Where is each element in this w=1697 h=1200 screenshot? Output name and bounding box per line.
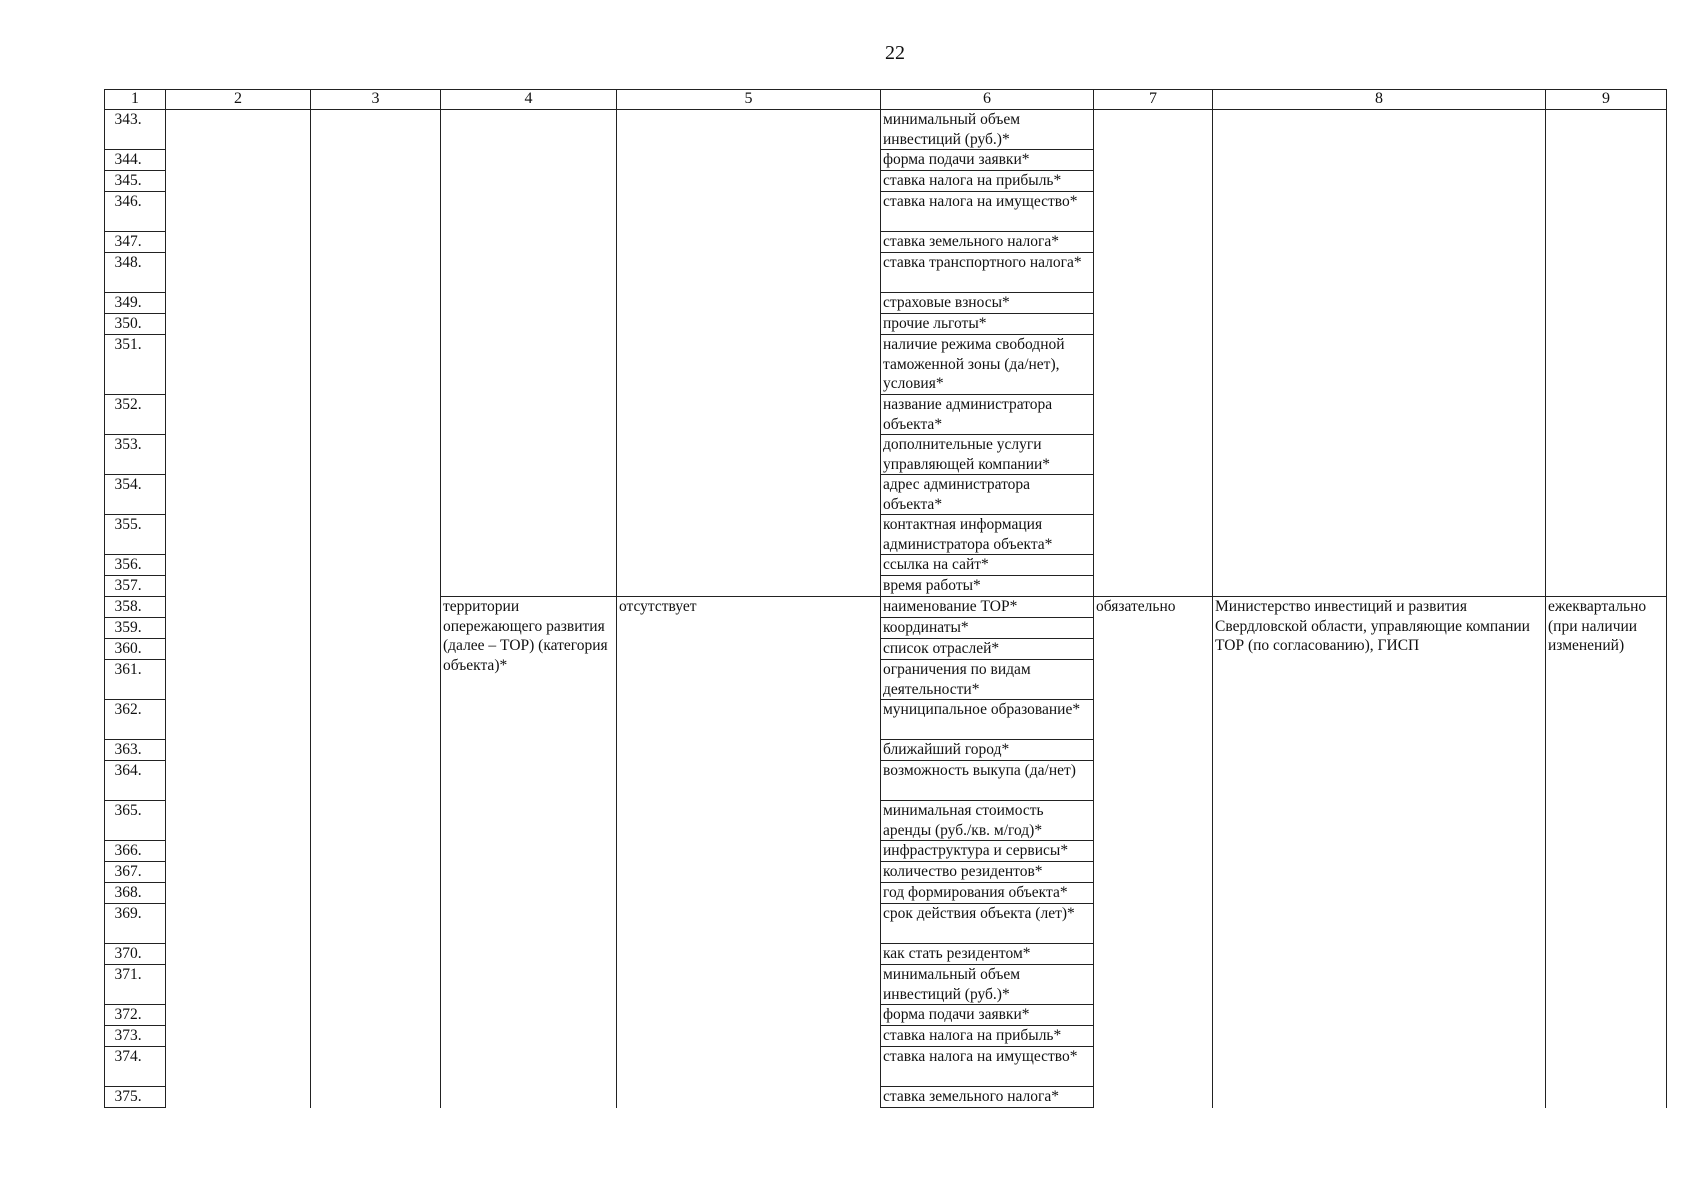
row-number: 361. [105,660,166,700]
field-name-cell: минимальный объем инвестиций (руб.)* [881,965,1094,1005]
col5-cell [617,110,881,597]
table-row [105,110,1667,150]
field-name-cell: срок действия объекта (лет)* [881,904,1094,944]
col-header-9: 9 [1546,90,1667,110]
table-row [105,597,1667,618]
row-number: 362. [105,700,166,740]
row-number: 365. [105,801,166,841]
field-name-cell: список отраслей* [881,639,1094,660]
col-header-8: 8 [1213,90,1546,110]
field-name-cell: минимальная стоимость аренды (руб./кв. м/год)* [881,801,1094,841]
field-name-cell: страховые взносы* [881,293,1094,314]
col-header-7: 7 [1094,90,1213,110]
frequency-cell: ежеквартально (при наличии изменений) [1546,597,1667,1108]
requirement-cell: обязательно [1094,597,1213,1108]
row-number: 366. [105,841,166,862]
field-name-cell: координаты* [881,618,1094,639]
col-header-4: 4 [441,90,617,110]
field-name-cell: минимальный объем инвестиций (руб.)* [881,110,1094,150]
page-number: 22 [885,42,905,64]
row-number: 351. [105,335,166,395]
frequency-cell [1546,110,1667,597]
row-number: 370. [105,944,166,965]
data-table [104,89,1667,1108]
col-header-2: 2 [166,90,311,110]
row-number: 375. [105,1087,166,1108]
row-number: 348. [105,253,166,293]
source-cell: Министерство инвестиций и развития Свердловской области, управляющие компании ТОР (по согласованию), ГИСП [1213,597,1546,1108]
requirement-cell [1094,110,1213,597]
row-number: 354. [105,475,166,515]
col-header-1: 1 [105,90,166,110]
row-number: 353. [105,435,166,475]
field-name-cell: как стать резидентом* [881,944,1094,965]
row-number: 357. [105,576,166,597]
col5-cell: отсутствует [617,597,881,1108]
field-name-cell: ставка налога на имущество* [881,1047,1094,1087]
field-name-cell: инфраструктура и сервисы* [881,841,1094,862]
col2-cell [166,597,311,1108]
row-number: 349. [105,293,166,314]
field-name-cell: количество резидентов* [881,862,1094,883]
row-number: 350. [105,314,166,335]
field-name-cell: год формирования объекта* [881,883,1094,904]
row-number: 356. [105,555,166,576]
field-name-cell: ставка налога на прибыль* [881,171,1094,192]
field-name-cell: время работы* [881,576,1094,597]
field-name-cell: наименование ТОР* [881,597,1094,618]
field-name-cell: ближайший город* [881,740,1094,761]
field-name-cell: название администратора объекта* [881,395,1094,435]
source-cell [1213,110,1546,597]
row-number: 360. [105,639,166,660]
field-name-cell: форма подачи заявки* [881,1005,1094,1026]
field-name-cell: ставка налога на прибыль* [881,1026,1094,1047]
row-number: 371. [105,965,166,1005]
field-name-cell: ставка налога на имущество* [881,192,1094,232]
field-name-cell: ставка земельного налога* [881,232,1094,253]
col3-cell [311,597,441,1108]
field-name-cell: прочие льготы* [881,314,1094,335]
row-number: 364. [105,761,166,801]
row-number: 346. [105,192,166,232]
col2-cell [166,110,311,597]
row-number: 347. [105,232,166,253]
row-number: 345. [105,171,166,192]
row-number: 367. [105,862,166,883]
row-number: 363. [105,740,166,761]
row-number: 373. [105,1026,166,1047]
row-number: 374. [105,1047,166,1087]
field-name-cell: ограничения по видам деятельности* [881,660,1094,700]
header-row [105,90,1667,110]
row-number: 372. [105,1005,166,1026]
col-header-6: 6 [881,90,1094,110]
field-name-cell: муниципальное образование* [881,700,1094,740]
row-number: 358. [105,597,166,618]
row-number: 352. [105,395,166,435]
col-header-3: 3 [311,90,441,110]
field-name-cell: ставка земельного налога* [881,1087,1094,1108]
row-number: 343. [105,110,166,150]
row-number: 369. [105,904,166,944]
col-header-5: 5 [617,90,881,110]
category-cell: территории опережающего развития (далее – ТОР) (категория объекта)* [441,597,617,1108]
field-name-cell: форма подачи заявки* [881,150,1094,171]
row-number: 368. [105,883,166,904]
field-name-cell: ставка транспортного налога* [881,253,1094,293]
col3-cell [311,110,441,597]
row-number: 359. [105,618,166,639]
row-number: 355. [105,515,166,555]
row-number: 344. [105,150,166,171]
field-name-cell: дополнительные услуги управляющей компании* [881,435,1094,475]
field-name-cell: возможность выкупа (да/нет) [881,761,1094,801]
field-name-cell: наличие режима свободной таможенной зоны (да/нет), условия* [881,335,1094,395]
field-name-cell: контактная информация администратора объекта* [881,515,1094,555]
field-name-cell: ссылка на сайт* [881,555,1094,576]
field-name-cell: адрес администратора объекта* [881,475,1094,515]
category-cell [441,110,617,597]
